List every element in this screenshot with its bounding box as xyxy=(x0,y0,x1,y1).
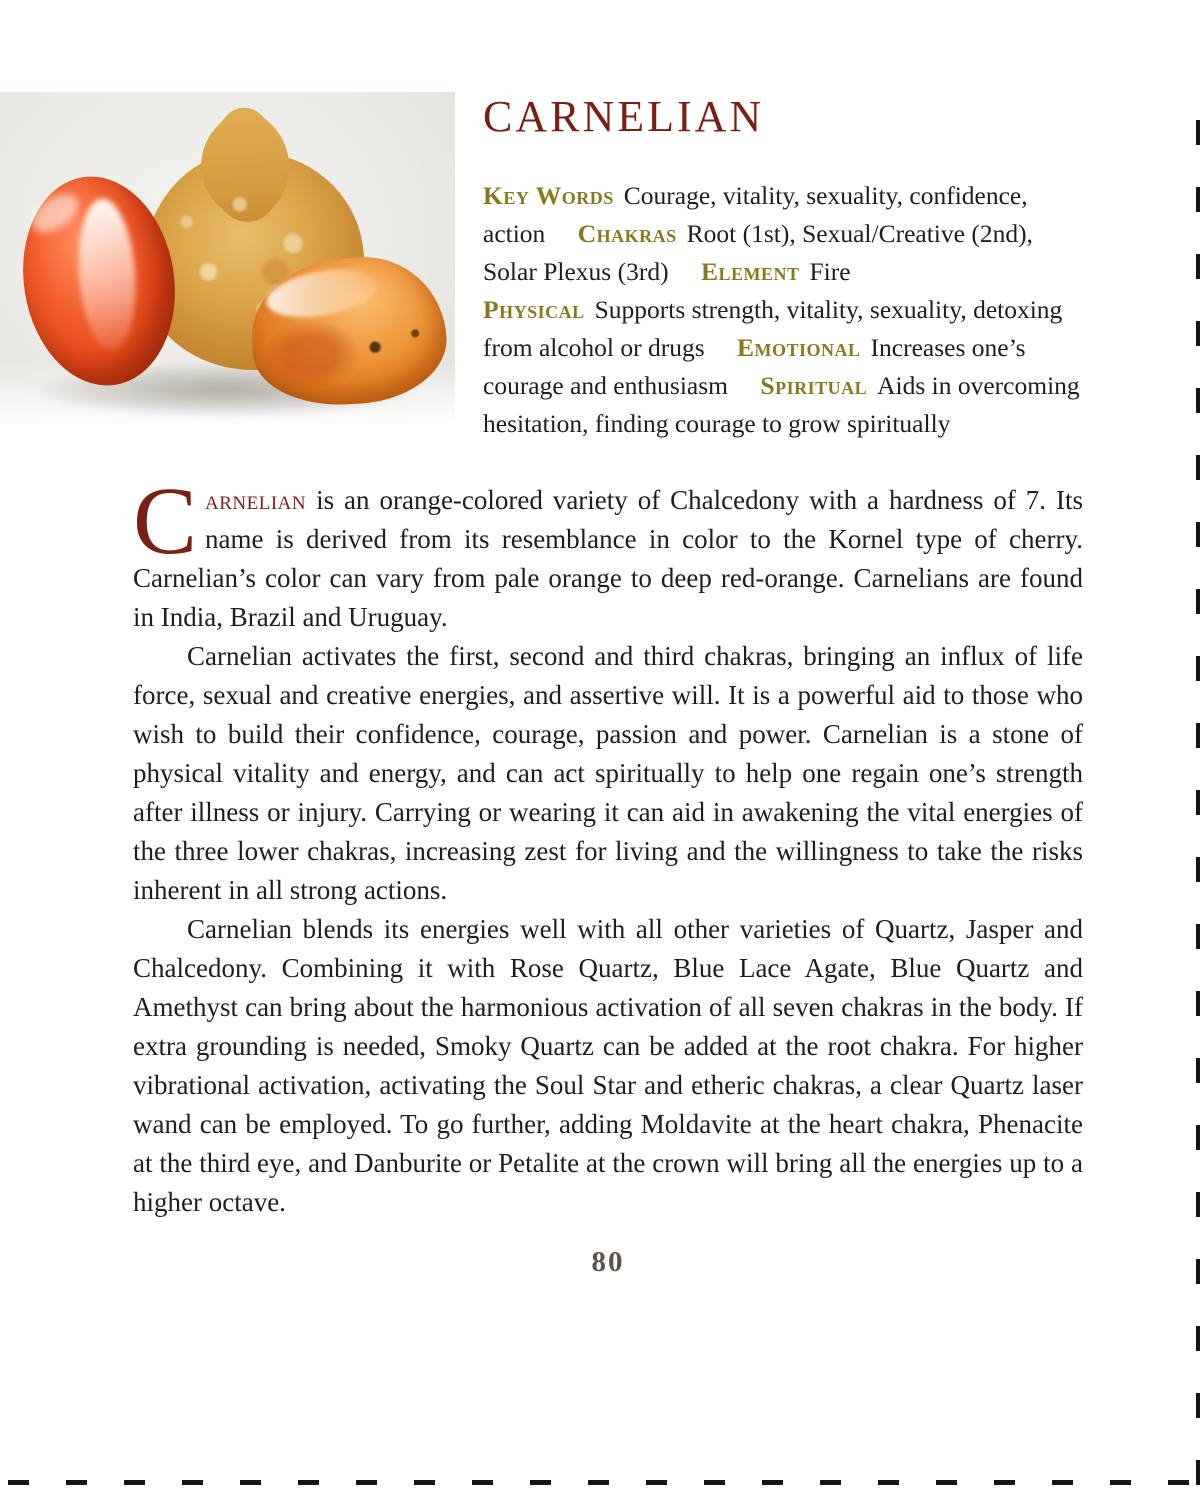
body-paragraph: Carnelian activates the first, second and third chakras, bringing an influx of life force, sexual and creative energies, and assertive will. It is a powerful aid to those who wish to build their confidence, courage, passion and power. Carnelian is a stone of physical vitality and energy, and can act spiritually to help one regain one’s strength after illness or injury. Carrying or wearing it can aid in awakening the vital energies of the three lower chakras, increasing zest for living and the willingness to take the risks inherent in all strong actions. xyxy=(133,641,1083,906)
lead-word: arnelian xyxy=(205,485,307,516)
attribute-label: Chakras xyxy=(577,219,677,249)
drop-cap: C xyxy=(133,467,198,575)
page-number: 80 xyxy=(591,1246,625,1279)
body-paragraph: Carnelian blends its energies well with all other varieties of Quartz, Jasper and Chalcedony. Combining it with Rose Quartz, Blue Lace Agate, Blue Quartz and Amethyst can bring about the harmonious activation of all seven chakras in the body. If extra grounding is needed, Smoky Quartz can be added at the root chakra. For higher vibrational activation, activating the Soul Star and etheric chakras, a clear Quartz laser wand can be employed. To go further, adding Moldavite at the heart chakra, Phenacite at the third eye, and Danburite or Petalite at the crown will bring all the energies up to a higher octave. xyxy=(133,914,1083,1218)
attribute-label: Spiritual xyxy=(760,371,868,401)
attribute-label: Emotional xyxy=(737,333,861,363)
page-title: CARNELIAN xyxy=(483,92,765,141)
article-body xyxy=(133,467,1083,1222)
body-paragraph: Carnelian is an orange-colored variety of Chalcedony with a hardness of 7. Its name is derived from its resemblance in color to the Kornel type of cherry. Carnelian’s color can vary from pale orange to deep red-orange. Carnelians are found in India, Brazil and Uruguay. xyxy=(133,467,1083,633)
carnelian-stones-photo xyxy=(0,92,455,437)
page-edge-marks-bottom xyxy=(8,1480,1200,1485)
book-page xyxy=(0,92,1200,1492)
attribute-label: Element xyxy=(700,257,800,287)
attributes-paragraph: Key Words Courage, vitality, sexuality, confidence, action Chakras Root (1st), Sexual/Creative (2nd), Solar Plexus (3rd) Element Fire Physical Supports strength, vitality, sexuality, detoxing from alcohol or drugs Emotional Increases one’s courage and enthusiasm Spiritual Aids in overcoming hesitation, finding courage to grow spiritually xyxy=(483,181,1080,439)
attribute-label: Key Words xyxy=(483,181,614,211)
page-edge-marks-right xyxy=(1196,120,1200,1486)
page-content xyxy=(0,92,1200,1492)
attribute-label: Physical xyxy=(483,295,585,325)
